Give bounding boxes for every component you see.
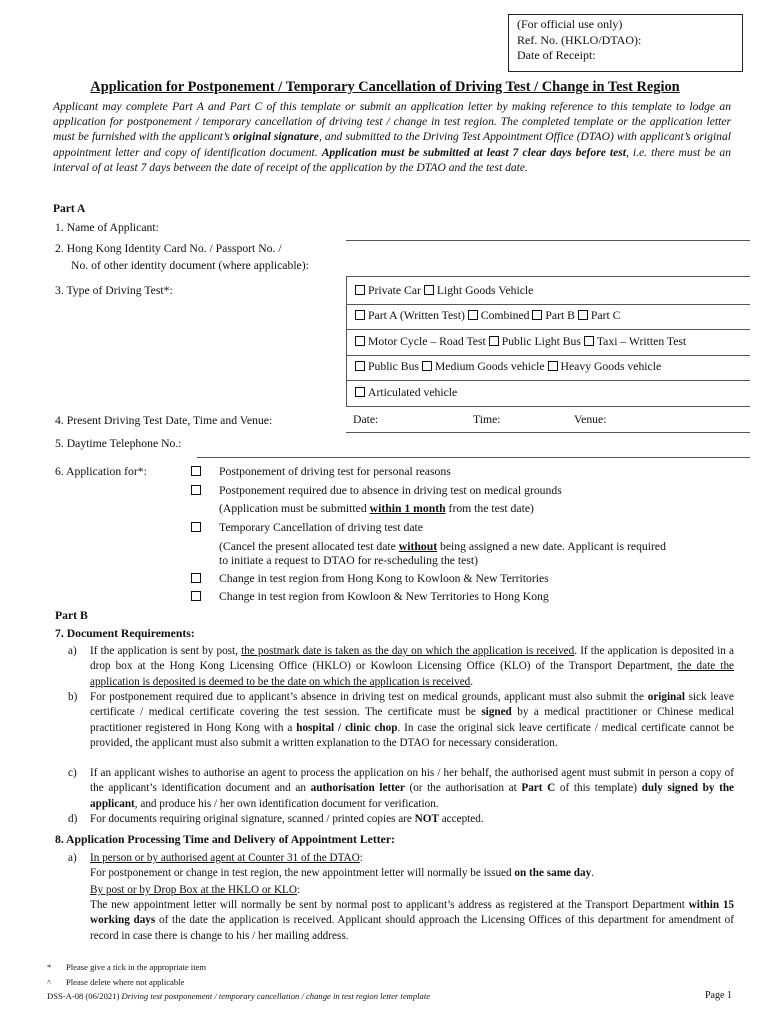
checkbox[interactable] — [355, 361, 365, 371]
q6-application-label: 6. Application for*: — [55, 465, 147, 478]
item-a-label: a) — [68, 645, 77, 657]
option-personal-label: Postponement of driving test for personal reasons — [219, 465, 451, 478]
checkbox[interactable] — [422, 361, 432, 371]
checkbox[interactable] — [468, 310, 478, 320]
checkbox[interactable] — [532, 310, 542, 320]
test-date-field[interactable] — [346, 432, 750, 433]
checkbox[interactable] — [578, 310, 588, 320]
phone-field[interactable] — [197, 457, 750, 458]
option-medical-note: (Application must be submitted within 1 month from the test date) — [219, 502, 534, 515]
footnote-caret-symbol: ^ — [47, 977, 52, 987]
grid-divider — [346, 380, 750, 381]
q7-document-requirements: 7. Document Requirements: — [55, 627, 195, 640]
time-label: Time: — [473, 413, 501, 426]
option-personal[interactable] — [191, 465, 204, 478]
checkbox[interactable] — [191, 591, 201, 601]
checkbox[interactable] — [191, 522, 201, 532]
option-medical[interactable] — [191, 484, 204, 497]
q2-id-label-2: No. of other identity document (where applicable): — [71, 259, 309, 272]
item-b-text: For postponement required due to applicant’s absence in driving test on medical grounds, applicant must also submit the original sick leave certificate / medical certificate covering the test session. The certificate must be signed by a medical practitioner or Chinese medical practitioner registered in Hong Kong with a hospital / clinic chop. In case the original sick leave certificate / medical certificate cannot be provided, the applicant must also submit a written explanation to the DTAO for necessary consideration. — [90, 691, 734, 749]
form-code-line: DSS-A-08 (06/2021) Driving test postponement / temporary cancellation / change in test region letter template — [47, 991, 431, 1001]
ref-no-label: Ref. No. (HKLO/DTAO): — [517, 32, 642, 47]
option-kln-to-hk[interactable] — [191, 590, 204, 603]
vehicle-grid-left-border — [346, 276, 347, 407]
id-number-field[interactable] — [346, 276, 750, 277]
option-hk-to-kln-label: Change in test region from Hong Kong to Kowloon & New Territories — [219, 572, 549, 585]
checkbox[interactable] — [584, 336, 594, 346]
item-b-label: b) — [68, 691, 78, 703]
option-cancel[interactable] — [191, 521, 204, 534]
part-b-heading: Part B — [55, 609, 88, 622]
item-d-label: d) — [68, 813, 78, 825]
item-8a-heading: In person or by authorised agent at Counter 31 of the DTAO: — [90, 852, 363, 864]
footnote-star-symbol: * — [47, 962, 52, 972]
option-cancel-note-1: (Cancel the present allocated test date without being assigned a new date. Applicant is required — [219, 540, 666, 553]
part-a-heading: Part A — [53, 203, 86, 215]
grid-divider — [346, 304, 750, 305]
item-c-label: c) — [68, 767, 77, 779]
item-8b-heading: By post or by Drop Box at the HKLO or KLO: — [90, 884, 301, 896]
checkbox[interactable] — [424, 285, 434, 295]
footnote-caret-text: Please delete where not applicable — [66, 977, 185, 987]
grid-divider — [346, 355, 750, 356]
item-a-text: If the application is sent by post, the postmark date is taken as the day on which the application is received. If the application is deposited in a drop box at the Hong Kong Licensing Office (HKLO) or Kowloon Licensing Office (KLO) of the Transport Department, the date the application is deposited is deemed to be the date on which the application is received. — [90, 645, 735, 688]
grid-divider — [346, 406, 750, 407]
option-cancel-note-2: to initiate a request to DTAO for re-scheduling the test) — [219, 554, 479, 567]
checkbox[interactable] — [489, 336, 499, 346]
vehicle-row-2: Part A (Written Test) Combined Part B Part C — [355, 309, 620, 322]
date-of-receipt-label: Date of Receipt: — [517, 48, 596, 62]
checkbox[interactable] — [548, 361, 558, 371]
q3-test-type-label: 3. Type of Driving Test*: — [55, 284, 173, 297]
option-hk-to-kln[interactable] — [191, 572, 204, 585]
checkbox[interactable] — [191, 485, 201, 495]
official-use-box — [508, 14, 743, 72]
q8-processing-time: 8. Application Processing Time and Delivery of Appointment Letter: — [55, 833, 395, 846]
official-use-label: (For official use only) — [517, 17, 623, 31]
item-c-text: If an applicant wishes to authorise an agent to process the application on his / her behalf, the authorised agent must submit in person a copy of the applicant’s identification document and an authorisation letter (or the authorisation at Part C of this template) duly signed by the applicant, and produce his / her own identification document for verification. — [90, 767, 735, 810]
option-kln-to-hk-label: Change in test region from Kowloon & New Territories to Hong Kong — [219, 590, 549, 603]
item-8a-label: a) — [68, 852, 77, 864]
checkbox[interactable] — [191, 466, 201, 476]
option-cancel-label: Temporary Cancellation of driving test date — [219, 521, 423, 534]
checkbox[interactable] — [355, 387, 365, 397]
q1-name-label: 1. Name of Applicant: — [55, 221, 159, 234]
page-number: Page 1 — [705, 990, 732, 1001]
name-field[interactable] — [346, 240, 750, 241]
option-medical-label: Postponement required due to absence in driving test on medical grounds — [219, 484, 562, 497]
item-d-text: For documents requiring original signature, scanned / printed copies are NOT accepted. — [90, 813, 484, 825]
vehicle-row-5: Articulated vehicle — [355, 386, 457, 399]
vehicle-row-1: Private Car Light Goods Vehicle — [355, 284, 533, 297]
q2-id-label-1: 2. Hong Kong Identity Card No. / Passport No. / — [55, 242, 282, 255]
vehicle-row-4: Public Bus Medium Goods vehicle Heavy Goods vehicle — [355, 360, 661, 373]
item-8b-text: The new appointment letter will normally be sent by normal post to applicant’s address as registered at the Transport Department within 15 working days of the date the application is received. Applicant should approach the Licensing Offices of this department for amendment of record in case there is change to his / her mailing address. — [90, 899, 735, 942]
form-title: Application for Postponement / Temporary Cancellation of Driving Test / Change in Test Region — [90, 79, 680, 95]
vehicle-row-3: Motor Cycle – Road Test Public Light Bus Taxi – Written Test — [355, 335, 686, 348]
intro-paragraph: Applicant may complete Part A and Part C of this template or submit an application letter by making reference to this template to lodge an application for postponement / temporary cancellation of driving test / change in test region. The completed template or the application letter must be furnished with the applicant’s original signature, and submitted to the Driving Test Appointment Office (DTAO) with applicant’s original appointment letter and copy of identification document. Application must be submitted at least 7 clear days before test, i.e. there must be an interval of at least 7 days between the date of receipt of the application by the DTAO and the test date. — [53, 100, 731, 174]
footnote-star-text: Please give a tick in the appropriate item — [66, 962, 207, 972]
checkbox[interactable] — [191, 573, 201, 583]
venue-label: Venue: — [574, 413, 607, 426]
checkbox[interactable] — [355, 285, 365, 295]
grid-divider — [346, 329, 750, 330]
item-8a-text: For postponement or change in test region, the new appointment letter will normally be issued on the same day. — [90, 867, 594, 879]
q5-phone-label: 5. Daytime Telephone No.: — [55, 437, 182, 450]
date-label: Date: — [353, 413, 379, 426]
q4-test-date-label: 4. Present Driving Test Date, Time and Venue: — [55, 414, 273, 427]
checkbox[interactable] — [355, 310, 365, 320]
checkbox[interactable] — [355, 336, 365, 346]
